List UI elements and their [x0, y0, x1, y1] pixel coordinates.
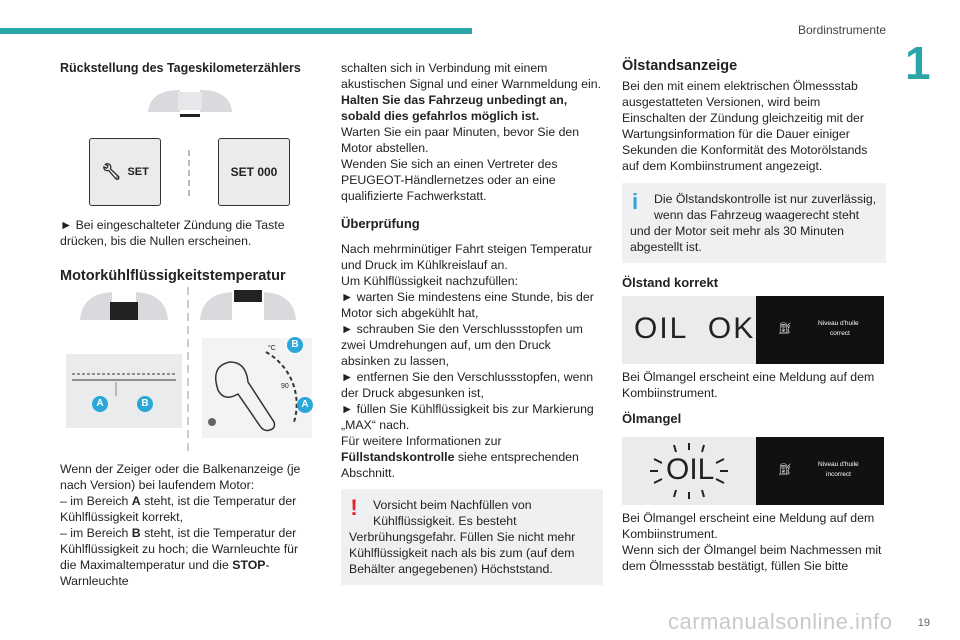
- info-box: [622, 183, 886, 263]
- header-accent-bar: [0, 28, 472, 34]
- check-step-4: ► füllen Sie Kühlflüssigkeit bis zur Markierung „MAX“ nach.: [341, 402, 594, 432]
- column-3: [622, 58, 886, 291]
- warning-first: Vorsicht beim Nachfüllen von Kühlflüssigkeit. Es besteht: [373, 498, 532, 528]
- check-step-3: ► entfernen Sie den Verschlussstopfen, wenn der Druck abgesunken ist,: [341, 370, 594, 400]
- column-2: [341, 60, 603, 585]
- stop-instruction: Halten Sie das Fahrzeug unbedingt an, sobald dies gefahrlos möglich ist.: [341, 93, 568, 123]
- oil-heading: Ölstandsanzeige: [622, 58, 738, 74]
- dealer-text: Wenden Sie sich an einen Vertreter des PEUGEOT-Händlernetzes oder an eine qualifizierte Fachwerkstatt.: [341, 157, 558, 203]
- set-label: SET: [127, 166, 149, 178]
- check-text-1: Nach mehrminütiger Fahrt steigen Temperatur und Druck im Kühlkreislauf an.: [341, 242, 593, 272]
- chapter-number: 1: [905, 37, 931, 89]
- warning-rest: Verbrühungsgefahr. Füllen Sie nicht mehr Kühlflüssigkeit nach als bis zum (auf dem Behälter angegebenen) Höchststand.: [349, 530, 576, 576]
- check-step-1: ► warten Sie mindestens eine Stunde, bis der Motor sich abgekühlt hat,: [341, 290, 594, 320]
- check-text-2: Um Kühlflüssigkeit nachzufüllen:: [341, 274, 519, 288]
- oil-ok-display: OIL OK: [634, 312, 756, 345]
- more-info: Für weitere Informationen zur Füllstandskontrolle siehe entsprechenden Abschnitt.: [341, 434, 579, 480]
- oil-ok-message-panel: [756, 296, 884, 364]
- oil-low-msg-1: Niveau d'huile: [818, 461, 859, 468]
- coolant-heading: Motorkühlflüssigkeitstemperatur: [60, 268, 286, 284]
- oil-low-illustration: [622, 437, 884, 505]
- oil-low-msg-2: incorrect: [826, 471, 851, 478]
- coolant-text-1: Wenn der Zeiger oder die Balkenanzeige (je nach Version) bei laufendem Motor:: [60, 462, 301, 492]
- coolant-gauge-illustration: [60, 282, 325, 457]
- oil-low-heading: Ölmangel: [622, 411, 682, 426]
- wrench-icon: 🔧︎: [101, 164, 122, 181]
- marker-b-gauge: B: [287, 337, 303, 353]
- marker-a: A: [92, 396, 108, 412]
- coolant-continued: schalten sich in Verbindung mit einem akustischen Signal und einer Warnmeldung ein.: [341, 61, 601, 91]
- oil-low-message-panel: [756, 437, 884, 505]
- set-value-label: SET 000: [230, 165, 278, 179]
- coolant-text-2: – im Bereich A steht, ist die Temperatur der Kühlflüssigkeit korrekt,: [60, 494, 297, 524]
- info-first: Die Ölstandskontrolle ist nur zuverlässig, wenn das Fahrzeug waagerecht steht: [654, 192, 877, 222]
- warning-icon: !: [350, 495, 358, 520]
- gauge-value-label: 90: [281, 383, 289, 390]
- oil-can-icon: ⛽︎: [778, 323, 792, 335]
- marker-a-gauge: A: [297, 397, 313, 413]
- trip-zero-display-illustration: [218, 138, 290, 206]
- oil-ok-heading: Ölstand korrekt: [622, 275, 719, 290]
- oil-text: Bei den mit einem elektrischen Ölmessstab ausgestatteten Versionen, wird beim Einschalten der Zündung gleichzeitig mit der Wartungsinformation für die Dauer einiger Sekunden die Konformität des Motorölstands auf dem Kombiinstrument angezeigt.: [622, 79, 868, 173]
- coolant-text-3: – im Bereich B steht, ist die Temperatur der Kühlflüssigkeit zu hoch; die Warnleuchte für die Maximaltemperatur und die STOP-Warnleuchte: [60, 526, 299, 588]
- check-heading: Überprüfung: [341, 216, 420, 231]
- page-number: 19: [917, 617, 930, 629]
- wait-text: Warten Sie ein paar Minuten, bevor Sie den Motor abstellen.: [341, 125, 580, 155]
- info-icon: i: [631, 189, 639, 214]
- gauge-hot-label: °C: [268, 345, 276, 352]
- column-1: [60, 60, 315, 76]
- marker-b: B: [137, 396, 153, 412]
- oil-ok-illustration: [622, 296, 884, 364]
- oil-can-icon: ⛽︎: [778, 464, 792, 476]
- warning-box: [341, 489, 603, 585]
- divider: [188, 150, 192, 196]
- trip-reset-button-illustration: [89, 138, 161, 206]
- section-title: Bordinstrumente: [797, 23, 886, 37]
- oil-low-display: OIL: [666, 453, 715, 486]
- oil-low-text-2: Wenn sich der Ölmangel beim Nachmessen mit dem Ölmessstab bestätigt, füllen Sie bitte: [622, 543, 882, 573]
- oil-ok-msg-1: Niveau d'huile: [818, 320, 859, 327]
- check-step-2: ► schrauben Sie den Verschlussstopfen um zwei Umdrehungen auf, um den Druck absinken zu lassen,: [341, 322, 583, 368]
- oil-ok-caption: Bei Ölmangel erscheint eine Meldung auf dem Kombiinstrument.: [622, 370, 875, 400]
- watermark-url: carmanualsonline.info: [668, 609, 893, 634]
- oil-low-text: Bei Ölmangel erscheint eine Meldung auf dem Kombiinstrument.: [622, 511, 875, 541]
- reset-instruction: ► Bei eingeschalteter Zündung die Taste drücken, bis die Nullen erscheinen.: [60, 218, 285, 248]
- oil-ok-msg-2: correct: [830, 330, 850, 337]
- reset-heading: Rückstellung des Tageskilometerzählers: [60, 61, 301, 75]
- cluster-illustration-top: [140, 84, 240, 124]
- info-rest: und der Motor seit mehr als 30 Minuten abgestellt ist.: [630, 224, 844, 254]
